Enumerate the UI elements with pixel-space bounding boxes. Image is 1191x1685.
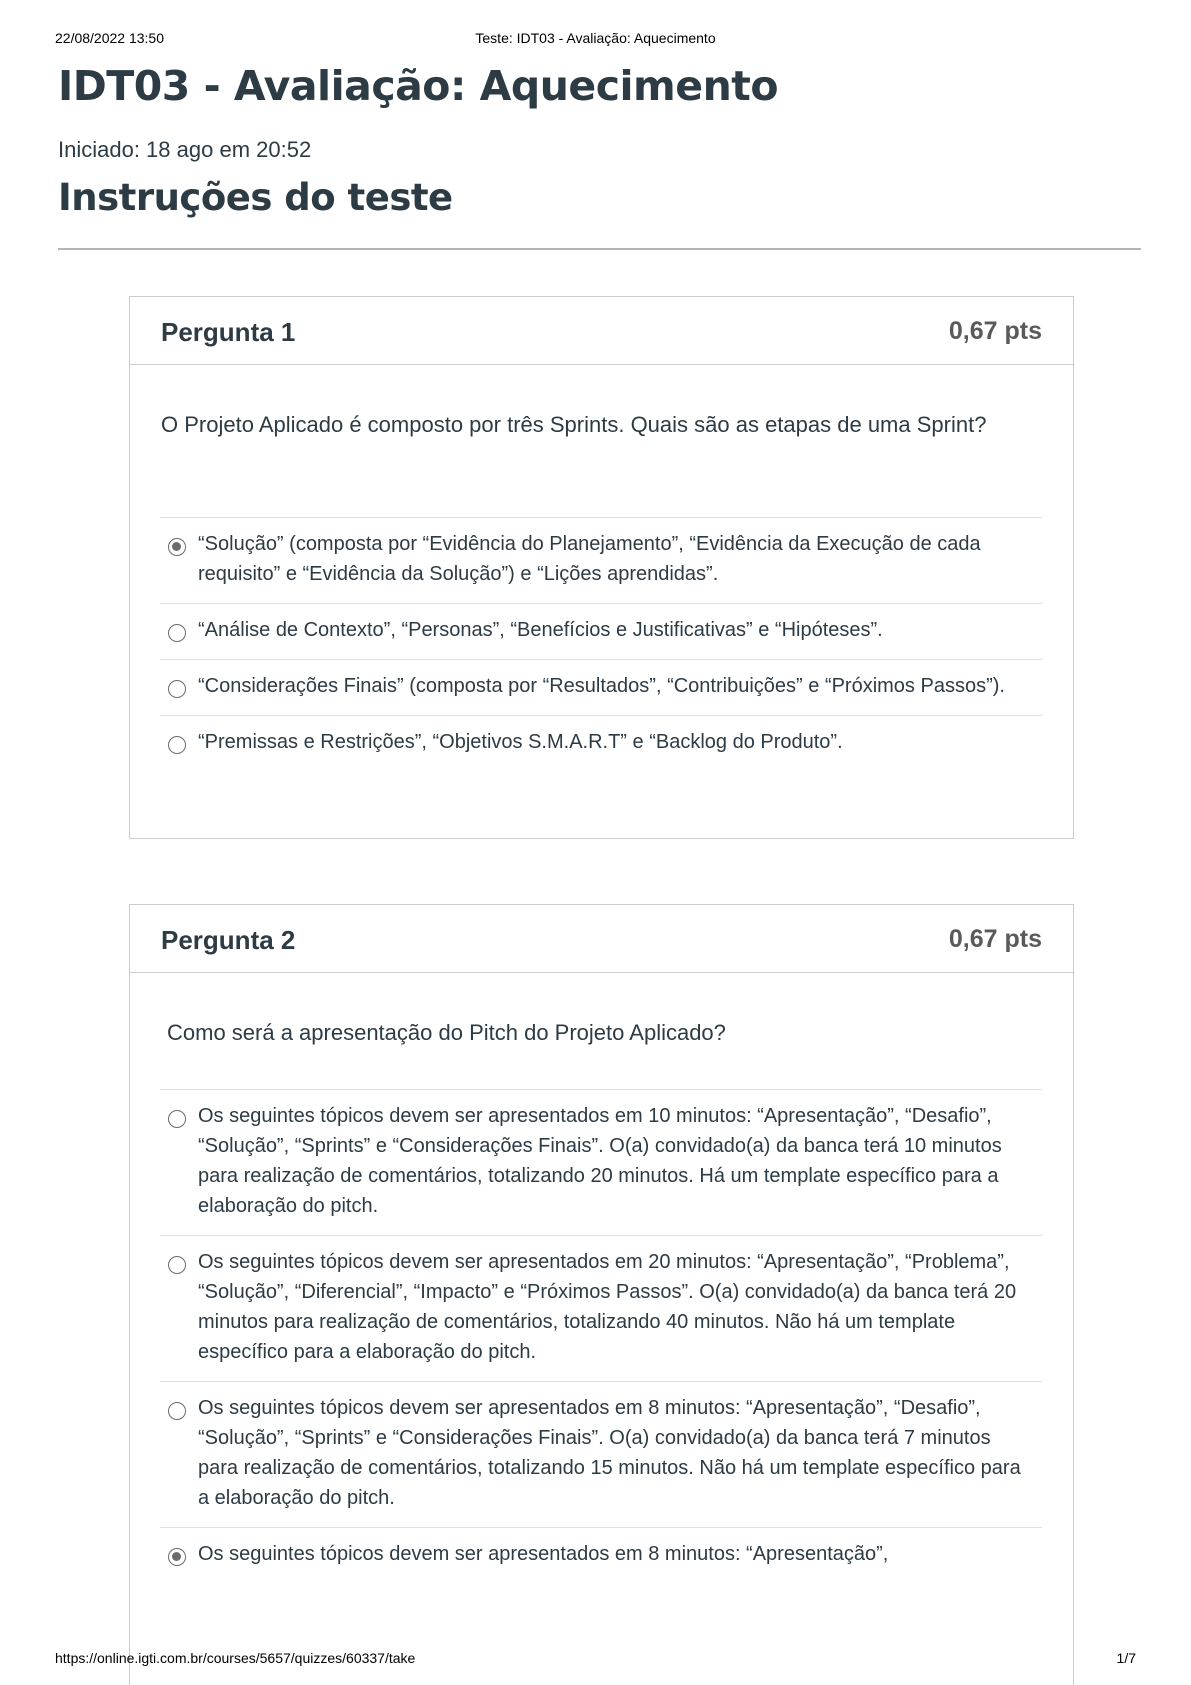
question-points: 0,67 pts [948, 925, 1042, 953]
question-header [130, 905, 1073, 973]
page-number: 1/7 [1116, 1650, 1136, 1666]
print-document-title: Teste: IDT03 - Avaliação: Aquecimento [475, 30, 716, 46]
radio-icon[interactable] [168, 1256, 186, 1274]
print-date: 22/08/2022 13:50 [55, 30, 164, 46]
quiz-started-time: Iniciado: 18 ago em 20:52 [58, 137, 312, 162]
quiz-title: IDT03 - Avaliação: Aquecimento [58, 62, 779, 110]
question-name: Pergunta 2 [161, 925, 296, 955]
answer-label: Os seguintes tópicos devem ser apresentados em 8 minutos: “Apresentação”, [198, 1543, 889, 1565]
answer-label: “Solução” (composta por “Evidência do Planejamento”, “Evidência da Execução de cada requisito” e “Evidência da Solução”) e “Lições aprendidas”. [198, 533, 981, 585]
answer-list [160, 517, 1042, 771]
question-text: O Projeto Aplicado é composto por três Sprints. Quais são as etapas de uma Sprint? [161, 412, 987, 437]
answer-option[interactable] [160, 1235, 1042, 1381]
answer-list [160, 1089, 1042, 1583]
radio-icon[interactable] [168, 1402, 186, 1420]
radio-icon[interactable] [168, 624, 186, 642]
answer-label: Os seguintes tópicos devem ser apresentados em 20 minutos: “Apresentação”, “Problema”, “Solução”, “Diferencial”, “Impacto” e “Próximos Passos”. O(a) convidado(a) da banca terá 20 minutos para realização de comentários, totalizando 40 minutos. Não há um template específico para a elaboração do pitch. [198, 1251, 1017, 1363]
answer-label: “Análise de Contexto”, “Personas”, “Benefícios e Justificativas” e “Hipóteses”. [198, 619, 883, 641]
question-header [130, 297, 1073, 365]
answer-option[interactable] [160, 715, 1042, 771]
answer-label: “Considerações Finais” (composta por “Resultados”, “Contribuições” e “Próximos Passos”). [198, 675, 1005, 697]
answer-label: “Premissas e Restrições”, “Objetivos S.M.A.R.T” e “Backlog do Produto”. [198, 731, 843, 753]
radio-selected-icon[interactable] [168, 538, 186, 556]
radio-icon[interactable] [168, 1110, 186, 1128]
question-text: Como será a apresentação do Pitch do Projeto Aplicado? [167, 1020, 726, 1045]
divider [58, 248, 1141, 250]
question-points: 0,67 pts [948, 317, 1042, 345]
answer-option[interactable] [160, 1089, 1042, 1235]
answer-option[interactable] [160, 1381, 1042, 1527]
answer-option[interactable] [160, 603, 1042, 659]
answer-option[interactable] [160, 1527, 1042, 1583]
page-url: https://online.igti.com.br/courses/5657/quizzes/60337/take [55, 1650, 416, 1666]
answer-option[interactable] [160, 659, 1042, 715]
radio-selected-icon[interactable] [168, 1548, 186, 1566]
radio-icon[interactable] [168, 680, 186, 698]
print-header [55, 30, 1136, 50]
answer-label: Os seguintes tópicos devem ser apresentados em 8 minutos: “Apresentação”, “Desafio”, “Solução”, “Sprints” e “Considerações Finais”. O(a) convidado(a) da banca terá 7 minutos para realização de comentários, totalizando 15 minutos. Não há um template específico para a elaboração do pitch. [198, 1397, 1021, 1509]
answer-label: Os seguintes tópicos devem ser apresentados em 10 minutos: “Apresentação”, “Desafio”, “Solução”, “Sprints” e “Considerações Finais”. O(a) convidado(a) da banca terá 10 minutos para realização de comentários, totalizando 20 minutos. Há um template específico para a elaboração do pitch. [198, 1105, 1002, 1217]
radio-icon[interactable] [168, 736, 186, 754]
question-card-1 [129, 296, 1074, 839]
instructions-heading: Instruções do teste [58, 176, 453, 219]
question-name: Pergunta 1 [161, 317, 296, 347]
question-card-2 [129, 904, 1074, 1685]
answer-option[interactable] [160, 517, 1042, 603]
